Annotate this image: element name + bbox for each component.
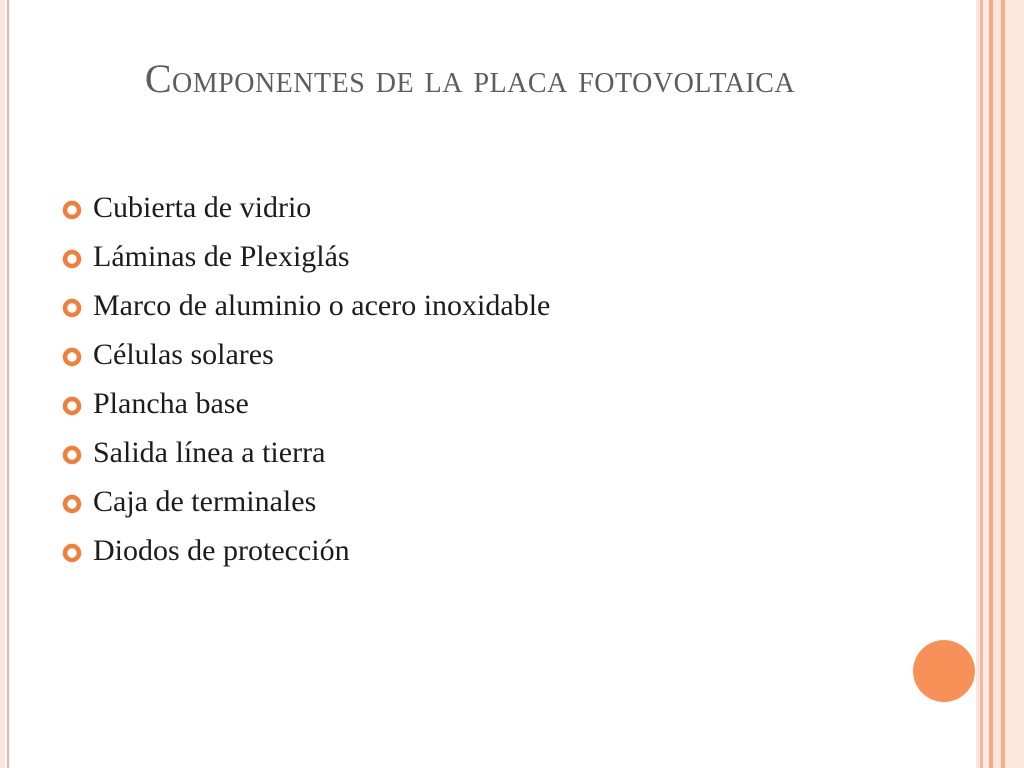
list-item <box>62 186 550 235</box>
ring-bullet-icon <box>62 396 82 416</box>
list-item-text: Marco de aluminio o acero inoxidable <box>93 289 551 322</box>
left-border-stripe <box>0 0 5 768</box>
ring-bullet-icon <box>62 200 82 220</box>
list-item-text: Cubierta de vidrio <box>93 191 312 224</box>
ring-bullet-icon <box>62 543 82 563</box>
ring-bullet-icon <box>62 249 82 269</box>
list-item <box>62 480 550 529</box>
slide-title: Componentes de la placa fotovoltaica <box>144 56 796 101</box>
list-item-text: Salida línea a tierra <box>93 436 326 469</box>
list-item-text: Caja de terminales <box>93 485 317 518</box>
ring-bullet-icon <box>62 347 82 367</box>
list-item-text: Plancha base <box>93 387 249 420</box>
list-item <box>62 431 550 480</box>
list-item-text: Diodos de protección <box>93 534 350 567</box>
list-item <box>62 382 550 431</box>
right-stripe-band <box>1005 0 1024 768</box>
right-stripe-band <box>993 0 1001 768</box>
accent-circle <box>913 640 975 702</box>
ring-bullet-icon <box>62 494 82 514</box>
list-item-text: Láminas de Plexiglás <box>93 240 350 273</box>
ring-bullet-icon <box>62 445 82 465</box>
ring-bullet-icon <box>62 298 82 318</box>
list-item-text: Células solares <box>93 338 274 371</box>
list-item <box>62 333 550 382</box>
list-item <box>62 529 550 578</box>
list-item <box>62 284 550 333</box>
list-item <box>62 235 550 284</box>
bullet-list <box>62 186 550 578</box>
left-border-line <box>7 0 9 768</box>
